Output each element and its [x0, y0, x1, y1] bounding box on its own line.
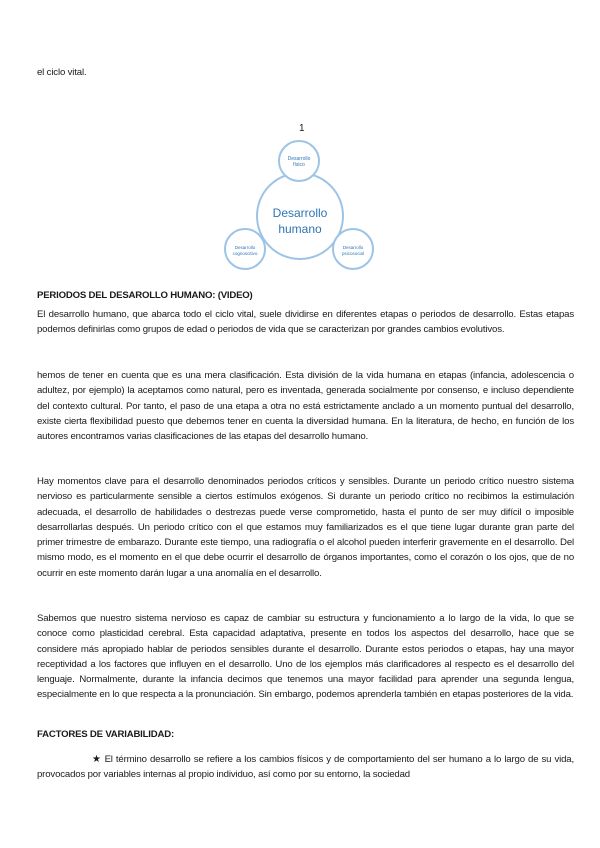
development-diagram: [223, 118, 393, 294]
left-label-line1: Desarrollo: [234, 245, 256, 250]
section-heading-factors: FACTORES DE VARIABILIDAD:: [37, 729, 174, 740]
top-label-line1: Desarrollo: [287, 156, 311, 162]
bullet-text: El término desarrollo se refiere a los cambios físicos y de comportamiento del ser humano a lo largo de su vida, provocados por variables internas al propio individuo, así como por su entorno, la sociedad: [37, 754, 574, 781]
center-label-line2: humano: [278, 222, 322, 236]
left-label-line2: cognoscitivo: [232, 251, 258, 256]
top-label-line2: físico: [293, 162, 305, 168]
lead-text: el ciclo vital.: [37, 67, 87, 78]
right-label-line2: psicosocial: [341, 251, 365, 256]
paragraph-3: Hay momentos clave para el desarrollo denominados periodos críticos y sensibles. Durante un periodo crítico nuestro sistema nervioso es particularmente sensible a ciertos estímulos exógenos. Si durante un periodo crítico no recibimos la estimulación adecuada, el desarrollo de habilidades o destrezas puede verse comprometido, hasta el punto de ser muy difícil o imposible desarrollarlas después. Un periodo crítico con el que estamos muy familiarizados es el que tiene lugar durante gran parte del primer trimestre de embarazo. Durante este tiempo, una radiografía o el alcohol pueden interferir gravemente en el desarrollo. Del mismo modo, es el momento en el que debe ocurrir el desarrollo de órganos importantes, como el corazón o los ojos, que de no ocurrir en este momento darán lugar a una anomalía en el desarrollo.: [37, 476, 574, 579]
paragraph-4: Sabemos que nuestro sistema nervioso es capaz de cambiar su estructura y funcionamiento a lo largo de la vida, lo que se conoce como plasticidad cerebral. Esta capacidad adaptativa, presente en todos los aspectos del desarrollo, hace que se considere más apropiado hablar de periodos sensibles durante el desarrollo. Durante estos periodos o etapas, hay una mayor receptividad a los factores que influyen en el desarrollo. Uno de los ejemplos más clarificadores al respecto es el desarrollo del lenguaje. Normalmente, durante la infancia decimos que tenemos una mayor facilidad para aprender una segunda lengua, especialmente en lo que respecta a la pronunciación. Sin embargo, podemos aprenderla también en etapas posteriores de la vida.: [37, 613, 574, 701]
right-label-line1: Desarrollo: [342, 245, 364, 250]
center-label-line1: Desarrollo: [272, 206, 328, 220]
star-bullet-icon: ★: [92, 754, 102, 765]
paragraph-2: hemos de tener en cuenta que es una mera clasificación. Esta división de la vida humana en etapas (infancia, adolescencia o adultez, por ejemplo) la aceptamos como natural, pero es inventada, generada socialmente por consenso, e incluso dependiente del contexto cultural. Por tanto, el paso de una etapa a otra no está estrictamente anclado a un momento puntual del desarrollo, existe cierta flexibilidad puesto que debemos tener en cuenta la diversidad humana. En la literatura, de hecho, en función de los autores encontramos varias clasificaciones de las etapas del desarrollo humano.: [37, 370, 574, 443]
section-heading-periods: PERIODOS DEL DESAROLLO HUMANO: (VIDEO): [37, 290, 253, 301]
bullet-paragraph: [37, 752, 574, 783]
paragraph-1: El desarrollo humano, que abarca todo el ciclo vital, suele dividirse en diferentes etapas o periodos de desarrollo. Estas etapas podemos definirlas como grupos de edad o periodos de vida que se caracterizan por grandes cambios evolutivos.: [37, 309, 574, 336]
figure-number: 1: [299, 123, 305, 134]
